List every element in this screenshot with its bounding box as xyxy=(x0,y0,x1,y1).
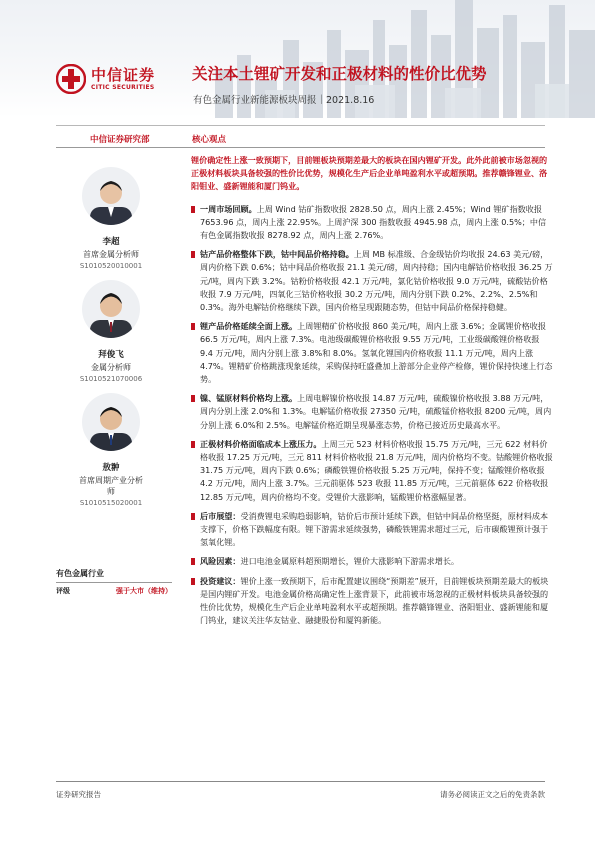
footer-report-type: 证券研究报告 xyxy=(56,790,101,799)
bullet-marker-icon xyxy=(191,395,195,402)
header-divider xyxy=(56,125,545,126)
bullet-text: 进口电池金属原料超预期增长，锂价大涨影响下游需求增长。 xyxy=(240,556,460,567)
report-title: 关注本土锂矿开发和正极材料的性价比优势 xyxy=(192,65,487,83)
bullet-text: 上周 Wind 钴矿指数收报 2828.50 点，周内上涨 2.45%；Wind 锂矿指数收报 7653.96 点，周内上涨 22.95%。上周沪深 300 指数收报 4945.98 点，周内上涨 0.5%；中信有色金属指数收报 8278.92 点，周内上涨 2.76%。 xyxy=(200,203,547,241)
bullet-lead: 风险因素： xyxy=(200,556,241,567)
analyst-name: 拜俊飞 xyxy=(98,350,124,360)
bullet-marker-icon xyxy=(191,441,195,448)
bullet-marker-icon xyxy=(191,206,195,213)
analyst-license-id: S1010520010001 xyxy=(79,262,143,270)
bullet-marker-icon xyxy=(191,513,195,520)
bullet-marker-icon xyxy=(191,323,195,330)
analyst-card xyxy=(56,167,166,270)
rating-value: 强于大市（维持） xyxy=(116,587,172,595)
bullet-point xyxy=(191,203,553,243)
bullet-marker-icon xyxy=(191,578,195,585)
logo-chinese-name: 中信证券 xyxy=(91,66,156,84)
analyst-photo xyxy=(82,280,140,338)
industry-rating-box xyxy=(56,568,172,596)
core-view-heading: 核心观点 xyxy=(192,135,227,145)
bullet-marker-icon xyxy=(191,558,195,565)
bullet-text: 上周三元 523 材料价格收报 15.75 万元/吨，三元 622 材料价格收报 17.25 万元/吨，三元 811 材料价格收报 21.8 万元/吨，周内价格均不变。钴酸锂价格收报 31.75 万元/吨，周内下跌 0.6%；磷酸铁锂价格收报 5.25 万元/吨，保持不变；锰酸锂价格收报 4.2 万元/吨，周内上涨 3.7%。三元前驱体 523 收报 11.85 万元/吨，三元前驱体 622 价格收报 12.85 万元/吨，周内价格均不变。受锂价大涨影响，锰酸锂价格涨幅显著。 xyxy=(200,438,553,502)
analyst-card xyxy=(56,280,166,383)
analyst-title: 首席金属分析师 xyxy=(83,250,139,259)
core-view-intro: 锂价确定性上涨一致预期下，目前锂板块预期差最大的板块在国内锂矿开发。此外此前被市场忽视的正极材料板块具备较强的性价比优势，规模化生产后企业单吨盈利水平或超预期。推荐赣锋锂业、洛阳钼业、盛新锂能和厦门钨业。 xyxy=(191,155,548,192)
citic-logo xyxy=(56,64,155,94)
analyst-title: 金属分析师 xyxy=(91,363,131,372)
bullet-point xyxy=(191,320,553,386)
bullet-point xyxy=(191,392,553,432)
header-banner xyxy=(0,0,595,118)
bullet-lead: 后市展望： xyxy=(200,510,241,521)
analyst-card xyxy=(56,393,166,507)
logo-english-name: CITIC SECURITIES xyxy=(91,84,155,91)
analyst-title: 首席周期产业分析师 xyxy=(79,476,143,496)
bullet-lead: 钴产品价格整体下跌，钴中间品价格持稳。 xyxy=(200,249,354,260)
bullet-lead: 正极材料价格面临成本上涨压力。 xyxy=(200,438,322,449)
analyst-name: 敖翀 xyxy=(102,463,120,473)
research-dept-label: 中信证券研究部 xyxy=(90,135,150,145)
citic-logo-mark xyxy=(56,64,86,94)
bullet-point xyxy=(191,555,553,568)
bullet-text: 上周电解镍价格收报 14.87 万元/吨，硫酸镍价格收报 3.88 万元/吨，周内分别上涨 2.0%和 1.3%。电解锰价格收报 27350 元/吨，硫酸锰价格收报 8200 元/吨，周内分别上涨 6.0%和 2.5%。电解锰价格近期呈现暴涨态势，价格已接近历史最高水平。 xyxy=(200,393,552,430)
section-divider xyxy=(56,147,545,148)
core-view-body xyxy=(191,154,553,634)
rating-label: 评级 xyxy=(56,587,70,595)
bullet-lead: 投资建议： xyxy=(200,575,241,586)
bullet-point xyxy=(191,510,553,550)
bullet-lead: 一周市场回顾。 xyxy=(200,203,257,214)
bullet-text: 上周 MB 标准级、合金级钴价均收报 24.63 美元/磅，周内价格下跌 0.6%；钴中间品价格收报 21.1 美元/磅，周内持稳；国内电解钴价格收报 36.25 万元/吨，周内下跌 3.2%。钴粉价格收报 42.1 万元/吨，氯化钴价格收报 9.0 万元/吨，硫酸钴价格收报 7.9 万元/吨，四氧化三钴价格收报 30.2 万元/吨，周内分别下跌 0.2%、2.2%、2.5%和 0.3%。海外电解钴价格继续下跌，国内价格呈现跟随态势，但钴中间品价格保持稳健。 xyxy=(200,249,553,313)
report-subtitle: 有色金属行业新能源板块周报｜2021.8.16 xyxy=(193,95,375,106)
bullet-marker-icon xyxy=(191,251,195,258)
industry-name: 有色金属行业 xyxy=(56,568,172,583)
bullet-point xyxy=(191,248,553,314)
footer-disclaimer-note: 请务必阅读正文之后的免责条款 xyxy=(440,790,545,799)
bullet-text: 锂价上涨一致预期下，后市配置建议围绕“预期差”展开，目前锂板块预期差最大的板块是国内锂矿开发。电池金属价格高确定性上涨背景下，此前被市场忽视的正极材料板块具备较强的性价比优势，规模化生产后企业单吨盈利水平或超预期。推荐赣锋锂业、洛阳钼业、盛新锂能和厦门钨业，建议关注华友钴业、融捷股份和厦钨新能。 xyxy=(200,575,549,626)
bullet-point xyxy=(191,575,553,628)
bullet-text: 受消费锂电采购趋弱影响，钴价后市预计延续下跌，但钴中间品价格坚挺，原材料成本支撑下，价格下跌幅度有限。锂下游需求延续强势，磷酸铁锂需求超过三元，后市碳酸锂预计强于氢氧化锂。 xyxy=(200,510,549,548)
analyst-name: 李超 xyxy=(102,237,120,247)
bullet-point xyxy=(191,438,553,504)
bullet-text: 上周锂精矿价格收报 860 美元/吨，周内上涨 3.6%；金属锂价格收报 66.5 万元/吨，周内上涨 7.3%。电池级碳酸锂价格收报 9.55 万元/吨，工业级碳酸锂价格收报 9.4 万元/吨，周内分别上涨 3.8%和 8.0%。氢氧化锂国内价格收报 11.1 万元/吨，周内上涨 4.7%。锂精矿价格跳涨现象延续，采购保持旺盛叠加上游部分企业停产检修，锂价保持快速上行态势。 xyxy=(200,321,553,385)
bullet-lead: 锂产品价格延续全面上涨。 xyxy=(200,321,298,332)
analyst-photo xyxy=(82,393,140,451)
analyst-license-id: S1010521070006 xyxy=(79,375,143,383)
analyst-license-id: S1010515020001 xyxy=(79,499,143,507)
analyst-photo xyxy=(82,167,140,225)
footer-divider xyxy=(56,781,545,782)
bullet-lead: 镍、锰原材料价格均上涨。 xyxy=(200,393,298,404)
